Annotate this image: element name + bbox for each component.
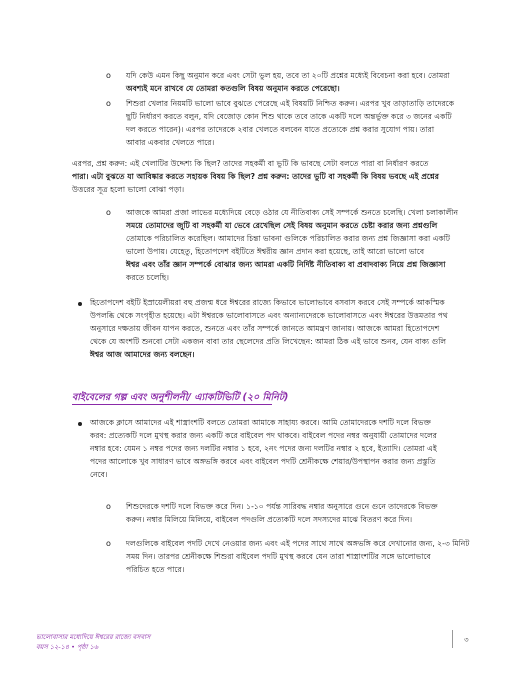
bullet-dot-icon	[78, 422, 82, 426]
item5-line: সময় দিন। তারপর শ্রেনীকক্ষে শিশুরা বাইবেল পদটি মুখস্থ করবে যেন তারা শাস্ত্রাংশটির সঙ্গে ভালোভাবে	[126, 552, 431, 561]
para1-line: উত্তরের সূত্র হলো ভালো বোঝা পড়া।	[72, 185, 185, 194]
item2-line: আবার একবার খেলতে পারে।	[126, 138, 215, 147]
item3-line: তোমাকে পরিচালিত করেছিল। আমাদের চিন্তা ভাবনা গুলিকে পরিচালিত করার জন্য প্রশ্ন জিজ্ঞাসা করা একটি	[126, 234, 451, 243]
para1-line: এরপর, প্রশ্ন করুন: এই খেলাটির উদ্দেশ্য কি ছিল? তাদের সহকর্মী বা ভুটি কি ভাবছে সেটা বলতে পারা বা নির্ধারণ করতে	[72, 159, 429, 168]
item2-line: শিশুরা খেলার নিয়মটি ভালো ভাবে বুঝতে পেরেছে এই বিষয়টি নিশ্চিত করুন। এরপর খুব তাড়াতাড়ি তাদেরকে	[126, 99, 455, 108]
bullet1-line: থেকে যে অংশটি শুনবো সেটা একজন বাবা তার ছেলেদের প্রতি লিখেছেন: আমরা ঠিক এই ভাবে শুনব, যেন বাক্য গুলি	[90, 337, 447, 346]
item5-line: দলগুলিকে বাইবেল পদটি দেখে নেওয়ার জন্য এবং এই পদের সাথে সাথে অঙ্গভঙ্গি করে দেখানোর জন্য, ২-৩ মিনিট	[126, 539, 470, 548]
hollow-bullet-icon: o	[106, 99, 111, 108]
item1-line: যদি কেউ এমন কিছু অনুমান করে এবং সেটা ভুল হয়, তবে তা ২০টি প্রশ্নের মধ্যেই বিবেচনা করা হবে। তোমরা	[126, 71, 450, 80]
item2-line: দল করতে পারেন)। এরপর তাদেরকে ২বার খেলতে বলবেন যাতে প্রত্যেকে প্রশ্ন করার সুযোগ পায়। তারা	[126, 125, 435, 134]
item5-line: পরিচিত হতে পারে।	[126, 565, 185, 574]
footer-divider	[452, 630, 453, 648]
item3-line: সময়ে তোমাদের জুটি বা সহকর্মী যা ভেবে রেখেছিল সেই বিষয় অনুমান করতে চেষ্টা করার জন্য প্রশ্নগুলি	[126, 221, 438, 230]
bullet2-line: নেবে।	[90, 470, 108, 479]
bullet2-line: আজকে ক্লাসে আমাদের এই শাস্ত্রাংশটি বলতে তোমরা আমাকে সাহায্য করবে। আমি তোমাদেরকে দশটি দলে বিভক্ত	[90, 418, 431, 427]
item3-line: ভালো উপায়। যেহেতু, হিতোপদেশ বইটিতে ঈশ্বরীয় জ্ঞান প্রদান করা হয়েছে, তাই আরো ভালো ভাবে	[126, 247, 425, 256]
footer-subtitle: বয়স ১২-১৪ • পৃষ্ঠা ১৬	[36, 643, 99, 651]
section-heading: বাইবেলের গল্প এবং অনুশীলনী/ এ্যাকটিভিটি (২০ মিনিট)	[72, 392, 289, 403]
bullet2-line: করব: প্রত্যেকটি দলে মুখস্থ করার জন্য একটি করে বাইবেল পদ থাকবে। বাইবেল পদের নম্বর অনুযায়ী তোমাদের দলের	[90, 431, 437, 440]
item2-line: ছুটি নির্ধারণ করতে বলুন, যদি বেজোড় কোন শিশু থাকে তবে তাকে একটি দলে অন্তর্ভুক্ত করে ৩ জনের একটি	[126, 112, 452, 121]
heading-underline	[72, 404, 272, 405]
hollow-bullet-icon: o	[106, 208, 111, 217]
item1-line: অবশ্যই মনে রাখবে যে তোমরা কতগুলি বিষয় অনুমান করতে পেরেছো।	[126, 84, 340, 93]
bullet2-line: পদের আলোকে খুব সাধারণ ভাবে অঙ্গভঙ্গি করবে এবং বাইবেল পদটি শ্রেনীকক্ষে শেয়ার/উপস্থাপন করার জন্য প্রস্তুতি	[90, 457, 436, 466]
hollow-bullet-icon: o	[106, 502, 111, 511]
item3-line: করতে চলেছি।	[126, 273, 169, 282]
bullet-dot-icon	[78, 302, 82, 306]
bullet1-line: ঈশ্বর আজ আমাদের জন্য বলছেন।	[90, 350, 195, 359]
bullet2-line: নম্বার হবে: যেমন ১ নম্বর পদের জন্য দলটির নম্বার ১ হবে, ২নং পদের জন্য দলটির নম্বার ২ হবে, ইত্যাদি। তোমরা এই	[90, 444, 437, 453]
hollow-bullet-icon: o	[106, 539, 111, 548]
bullet1-line: উপলব্ধি থেকে সংগৃহীত হয়েছে। এটা ঈশ্বরকে ভালোবাসতে এবং অন্যান্যদেরকে ভালোবাসতে এবং ঈশ্বরের উত্তমতার পথ	[90, 311, 448, 320]
bullet1-line: হিতোপদেশ বইটি ইস্রায়েলীয়রা বহু প্রজন্ম ধরে ঈশ্বরের রাজ্যে কিভাবে ভালোভাবে বসবাস করবে সেই সম্পর্কে আকস্মিক	[90, 298, 445, 307]
hollow-bullet-icon: o	[106, 71, 111, 80]
footer-title: ভালোবাসার মধ্যেদিয়ে ঈশ্বরের রাজ্যে বসবাস	[36, 633, 151, 641]
item3-line: আজকে আমরা প্রজা লাভের মধ্যেদিয়ে বেড়ে ওঠার যে নীতিবাক্য সেই সম্পর্কে শুনতে চলেছি। খেলা চলাকালীন	[126, 208, 458, 217]
page-number: ৩	[464, 636, 469, 644]
item3-line: ঈশ্বর এবং তাঁর জ্ঞান সম্পর্কে বোঝার জন্য আমরা একটি নির্দিষ্ট নীতিবাক্য বা প্রবাদবাক্য নিয়ে প্রশ্ন জিজ্ঞাসা	[126, 260, 446, 269]
bullet1-line: অনুসারে দক্ষতায় জীবন যাপন করতে, শুনতে এবং তাঁর সম্পর্কে জানতে আমন্ত্রণ জানায়। আজকে আমরা হিতোপদেশ	[90, 324, 440, 333]
para1-line: পারা। এটা বুঝতে যা আবিষ্কার করতে সহায়ক বিষয় কি ছিল? প্রশ্ন করুন: তাদের ভুটি বা সহকর্মী কি বিষয় ভবছে এই প্রশ্নের	[72, 172, 439, 181]
item4-line: করুন। নম্বার মিলিয়ে মিলিয়ে, বাইবেল পদগুলি প্রত্যেকটি দলে সদস্যদের মাঝে বিতরণ করে দিন।	[126, 515, 413, 524]
item4-line: শিশুদেরকে দশটি দলে বিভক্ত করে দিন। ১-১০ পর্যন্ত সারিবদ্ধ নম্বার অনুসারে গুনে গুনে তাদেরকে বিভক্ত	[126, 502, 438, 511]
